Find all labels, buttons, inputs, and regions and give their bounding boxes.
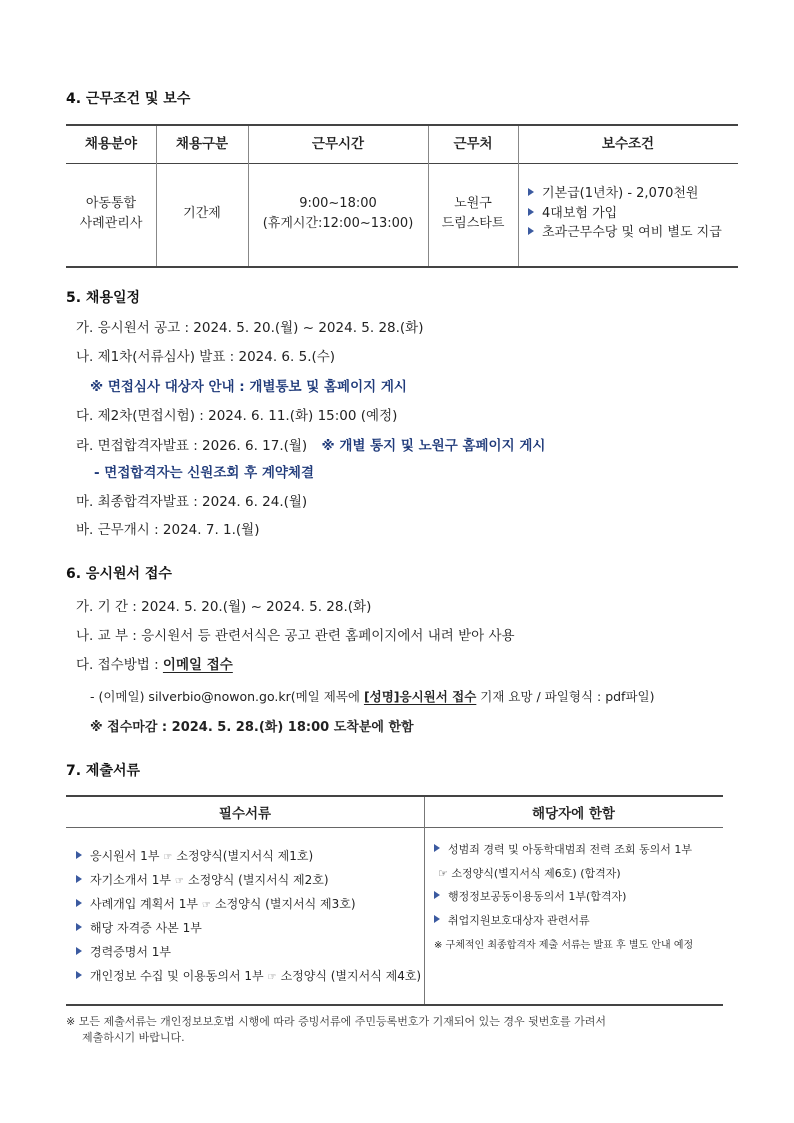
- cell-place: [428, 163, 518, 264]
- schedule-interview: 다. 제2차(면접시험) : 2024. 6. 11.(화) 15:00 (예정): [76, 408, 398, 424]
- application-period: 가. 기 간 : 2024. 5. 20.(월) ~ 2024. 5. 28.(화): [76, 599, 372, 615]
- cell-field: [66, 163, 156, 264]
- pay-item: 기본급(1년차) - 2,070천원: [528, 184, 699, 204]
- section-7-title: 7. 제출서류: [66, 763, 141, 779]
- bullet-triangle-icon: [76, 923, 82, 931]
- required-doc-item: 해당 자격증 사본 1부: [76, 919, 202, 936]
- cell-pay: [518, 163, 738, 264]
- hours-line-2: (휴게시간:12:00~13:00): [262, 215, 414, 231]
- field-line-2: 사례관리사: [79, 215, 143, 231]
- pass-announce-date: 라. 면접합격자발표 : 2026. 6. 17.(월): [76, 438, 308, 454]
- method-label: 다. 접수방법 :: [76, 657, 163, 673]
- email-instructions: - (이메일) silverbio@nowon.go.kr(메일 제목에 [성명]응시원서 접수 기재 요망 / 파일형식 : pdf파일): [90, 689, 655, 704]
- method-email: 이메일 접수: [162, 657, 233, 673]
- header-if-applicable: 해당자에 한함: [532, 806, 615, 822]
- pointing-hand-icon: ☞: [163, 852, 173, 863]
- bullet-triangle-icon: [528, 208, 534, 216]
- pay-item: 4대보험 가입: [528, 204, 617, 224]
- required-doc-item: 경력증명서 1부: [76, 943, 171, 960]
- bullet-triangle-icon: [76, 971, 82, 979]
- header-type: 채용구분: [175, 136, 229, 153]
- schedule-start-work: 바. 근무개시 : 2024. 7. 1.(월): [76, 522, 260, 538]
- section-4-title: 4. 근무조건 및 보수: [66, 91, 191, 107]
- place-line-1: 노원구: [454, 196, 492, 211]
- background-check-note: - 면접합격자는 신원조회 후 계약체결: [94, 465, 315, 481]
- schedule-first-result: 나. 제1차(서류심사) 발표 : 2024. 6. 5.(수): [76, 349, 336, 365]
- required-doc-item: 자기소개서 1부 ☞ 소정양식 (별지서식 제2호): [76, 871, 329, 888]
- bullet-triangle-icon: [76, 875, 82, 883]
- pay-item: 초과근무수당 및 여비 별도 지급: [528, 223, 722, 243]
- required-doc-item: 사례개입 계획서 1부 ☞ 소정양식 (별지서식 제3호): [76, 895, 356, 912]
- header-hours: 근무시간: [311, 136, 365, 153]
- documents-table: [66, 795, 723, 1006]
- section-6-title: 6. 응시원서 접수: [66, 566, 172, 582]
- hours-line-1: 9:00~18:00: [299, 196, 377, 211]
- required-doc-item: 개인정보 수집 및 이용동의서 1부 ☞ 소정양식 (별지서식 제4호): [76, 967, 421, 984]
- schedule-notice: 가. 응시원서 공고 : 2024. 5. 20.(월) ~ 2024. 5. 28.(화): [76, 320, 424, 336]
- email-subject-format: [성명]응시원서 접수: [363, 689, 477, 704]
- header-place: 근무처: [453, 136, 493, 153]
- optional-doc-item: 성범죄 경력 및 아동학대범죄 전력 조회 동의서 1부: [434, 841, 692, 857]
- header-pay: 보수조건: [601, 136, 655, 153]
- pointing-hand-icon: ☞: [175, 876, 184, 887]
- pointing-hand-icon: ☞: [202, 900, 211, 911]
- header-field: 채용분야: [84, 136, 138, 153]
- pass-announce-note: ※ 개별 통지 및 노원구 홈페이지 게시: [321, 438, 546, 454]
- header-required: 필수서류: [218, 806, 272, 822]
- required-doc-item: 응시원서 1부 ☞ 소정양식(별지서식 제1호): [76, 847, 313, 864]
- work-conditions-table: [66, 124, 738, 268]
- bullet-triangle-icon: [434, 915, 440, 923]
- bullet-triangle-icon: [528, 188, 534, 196]
- optional-doc-item: 취업지원보호대상자 관련서류: [434, 912, 590, 928]
- bullet-triangle-icon: [76, 947, 82, 955]
- place-line-2: 드림스타트: [441, 215, 505, 231]
- optional-doc-subnote: ☞ 소정양식(별지서식 제6호) (합격자): [438, 867, 621, 880]
- pointing-hand-icon: ☞: [267, 972, 277, 983]
- optional-doc-item: 행정정보공동이용동의서 1부(합격자): [434, 888, 626, 904]
- bullet-triangle-icon: [434, 844, 440, 852]
- bullet-triangle-icon: [434, 891, 440, 899]
- application-method: [76, 653, 233, 673]
- cell-type: 기간제: [183, 205, 221, 221]
- section-5-title: 5. 채용일정: [66, 290, 141, 306]
- footnote-line-2: 제출하시기 바랍니다.: [82, 1031, 185, 1044]
- optional-doc-note: ※ 구체적인 최종합격자 제출 서류는 발표 후 별도 안내 예정: [434, 940, 694, 951]
- interview-notice: ※ 면접심사 대상자 안내 : 개별통보 및 홈페이지 게시: [90, 379, 407, 395]
- bullet-triangle-icon: [76, 899, 82, 907]
- bullet-triangle-icon: [528, 227, 534, 235]
- cell-hours: [248, 163, 428, 264]
- application-deadline: ※ 접수마감 : 2024. 5. 28.(화) 18:00 도착분에 한함: [90, 720, 414, 735]
- footnote-line-1: ※ 모든 제출서류는 개인정보보호법 시행에 따라 증빙서류에 주민등록번호가 기재되어 있는 경우 뒷번호를 가려서: [66, 1015, 606, 1028]
- application-distribution: 나. 교 부 : 응시원서 등 관련서식은 공고 관련 홈페이지에서 내려 받아 사용: [76, 628, 515, 644]
- schedule-final-announce: 마. 최종합격자발표 : 2024. 6. 24.(월): [76, 494, 308, 510]
- field-line-1: 아동통합: [85, 196, 137, 211]
- bullet-triangle-icon: [76, 851, 82, 859]
- schedule-pass-announce: [76, 434, 545, 454]
